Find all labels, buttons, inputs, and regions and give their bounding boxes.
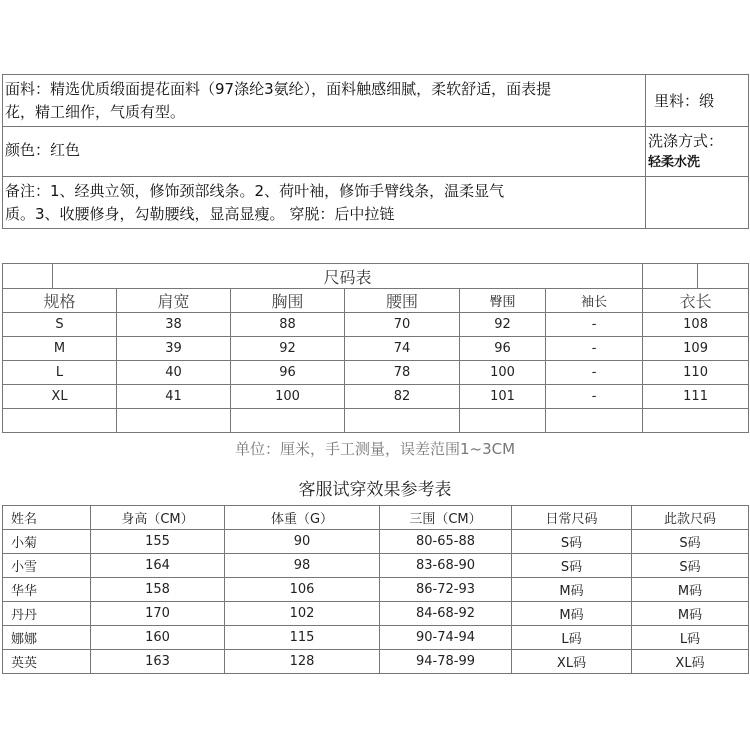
size-cell: 109 [643, 337, 749, 361]
notes-cell [3, 177, 646, 229]
fit-cell: 94-78-99 [380, 650, 512, 674]
fabric-line-2: 花，精工细作，气质有型。 [5, 103, 186, 121]
empty-cell [646, 177, 749, 229]
size-cell: 88 [231, 313, 345, 337]
size-cell: 78 [345, 361, 460, 385]
fit-cell: 163 [91, 650, 225, 674]
fit-cell: 98 [225, 554, 380, 578]
fit-cell: XL码 [512, 650, 632, 674]
size-cell-empty [345, 409, 460, 433]
size-cell: - [546, 337, 643, 361]
fit-cell: 158 [91, 578, 225, 602]
fit-header-usual-size: 日常尺码 [512, 506, 632, 530]
fit-cell: 丹丹 [3, 602, 91, 626]
table-row [3, 313, 749, 337]
fit-cell: 83-68-90 [380, 554, 512, 578]
size-header-waist: 腰围 [345, 289, 460, 313]
size-header-length: 衣长 [643, 289, 749, 313]
size-cell: 108 [643, 313, 749, 337]
size-cell: - [546, 313, 643, 337]
table-header-row [3, 506, 749, 530]
fit-cell: L码 [632, 626, 749, 650]
fit-cell: L码 [512, 626, 632, 650]
fit-cell: 155 [91, 530, 225, 554]
size-cell: 92 [460, 313, 546, 337]
fit-cell: 170 [91, 602, 225, 626]
fit-header-height: 身高（CM） [91, 506, 225, 530]
fit-cell: S码 [512, 530, 632, 554]
fit-cell: 106 [225, 578, 380, 602]
fit-cell: 英英 [3, 650, 91, 674]
fit-cell: 128 [225, 650, 380, 674]
table-row [3, 530, 749, 554]
fit-cell: M码 [512, 602, 632, 626]
size-cell: XL [3, 385, 117, 409]
fit-cell: 90 [225, 530, 380, 554]
table-row [3, 554, 749, 578]
size-cell-empty [460, 409, 546, 433]
size-cell: L [3, 361, 117, 385]
size-cell-empty [3, 409, 117, 433]
size-cell: 74 [345, 337, 460, 361]
fit-cell: 小雪 [3, 554, 91, 578]
size-cell-empty [546, 409, 643, 433]
size-title-spacer-right [643, 264, 698, 289]
size-cell-empty [231, 409, 345, 433]
fabric-line-1: 面料：精选优质缎面提花面料（97涤纶3氨纶），面料触感细腻，柔软舒适，面表提 [5, 80, 552, 98]
fit-cell: 小菊 [3, 530, 91, 554]
table-row [3, 578, 749, 602]
fit-header-measurements: 三围（CM） [380, 506, 512, 530]
size-cell-empty [117, 409, 231, 433]
table-row [3, 337, 749, 361]
size-cell: 101 [460, 385, 546, 409]
size-cell-empty [643, 409, 749, 433]
fit-cell: S码 [632, 530, 749, 554]
size-header-shoulder: 肩宽 [117, 289, 231, 313]
color-cell: 颜色：红色 [3, 127, 646, 177]
fitting-reference-table [2, 505, 749, 674]
fit-cell: 华华 [3, 578, 91, 602]
fit-cell: XL码 [632, 650, 749, 674]
fitting-table-title: 客服试穿效果参考表 [298, 480, 452, 500]
fit-cell: M码 [632, 602, 749, 626]
size-cell: M [3, 337, 117, 361]
size-cell: 39 [117, 337, 231, 361]
fit-cell: 86-72-93 [380, 578, 512, 602]
table-row [3, 385, 749, 409]
size-cell: - [546, 361, 643, 385]
size-cell: 40 [117, 361, 231, 385]
fit-cell: S码 [512, 554, 632, 578]
table-row [3, 650, 749, 674]
wash-label: 洗涤方式： [648, 132, 724, 150]
fit-header-name: 姓名 [3, 506, 91, 530]
fit-cell: 80-65-88 [380, 530, 512, 554]
size-header-sleeve: 袖长 [546, 289, 643, 313]
fit-header-this-size: 此款尺码 [632, 506, 749, 530]
size-cell: S [3, 313, 117, 337]
fit-cell: 90-74-94 [380, 626, 512, 650]
size-cell: - [546, 385, 643, 409]
size-cell: 41 [117, 385, 231, 409]
fit-cell: 102 [225, 602, 380, 626]
size-cell: 82 [345, 385, 460, 409]
fit-cell: M码 [632, 578, 749, 602]
notes-line-2: 质。3、收腰修身，勾勒腰线，显高显瘦。 穿脱：后中拉链 [5, 205, 395, 223]
lining-cell: 里料：缎 [646, 75, 749, 127]
fit-cell: 160 [91, 626, 225, 650]
fit-cell: 164 [91, 554, 225, 578]
size-cell: 92 [231, 337, 345, 361]
size-title-spacer-left [3, 264, 53, 289]
size-header-hip: 臀围 [460, 289, 546, 313]
size-cell: 111 [643, 385, 749, 409]
size-cell: 100 [460, 361, 546, 385]
table-row [3, 602, 749, 626]
size-cell: 96 [231, 361, 345, 385]
size-cell: 100 [231, 385, 345, 409]
wash-cell [646, 127, 749, 177]
size-header-spec: 规格 [3, 289, 117, 313]
size-cell: 38 [117, 313, 231, 337]
size-header-chest: 胸围 [231, 289, 345, 313]
size-chart-title: 尺码表 [53, 264, 643, 289]
fit-cell: 娜娜 [3, 626, 91, 650]
size-cell: 70 [345, 313, 460, 337]
size-chart-table [2, 263, 749, 433]
product-info-table [2, 74, 749, 229]
fit-cell: 115 [225, 626, 380, 650]
size-title-spacer-end [698, 264, 749, 289]
table-row-empty [3, 409, 749, 433]
unit-note: 单位：厘米，手工测量，误差范围1~3CM [234, 440, 516, 458]
table-row [3, 626, 749, 650]
fit-cell: 84-68-92 [380, 602, 512, 626]
size-cell: 110 [643, 361, 749, 385]
wash-value: 轻柔水洗 [648, 155, 701, 170]
notes-line-1: 备注：1、经典立领，修饰颈部线条。2、荷叶袖，修饰手臂线条，温柔显气 [5, 182, 505, 200]
fabric-cell [3, 75, 646, 127]
size-cell: 96 [460, 337, 546, 361]
table-row [3, 361, 749, 385]
fit-cell: S码 [632, 554, 749, 578]
fit-header-weight: 体重（G） [225, 506, 380, 530]
fit-cell: M码 [512, 578, 632, 602]
